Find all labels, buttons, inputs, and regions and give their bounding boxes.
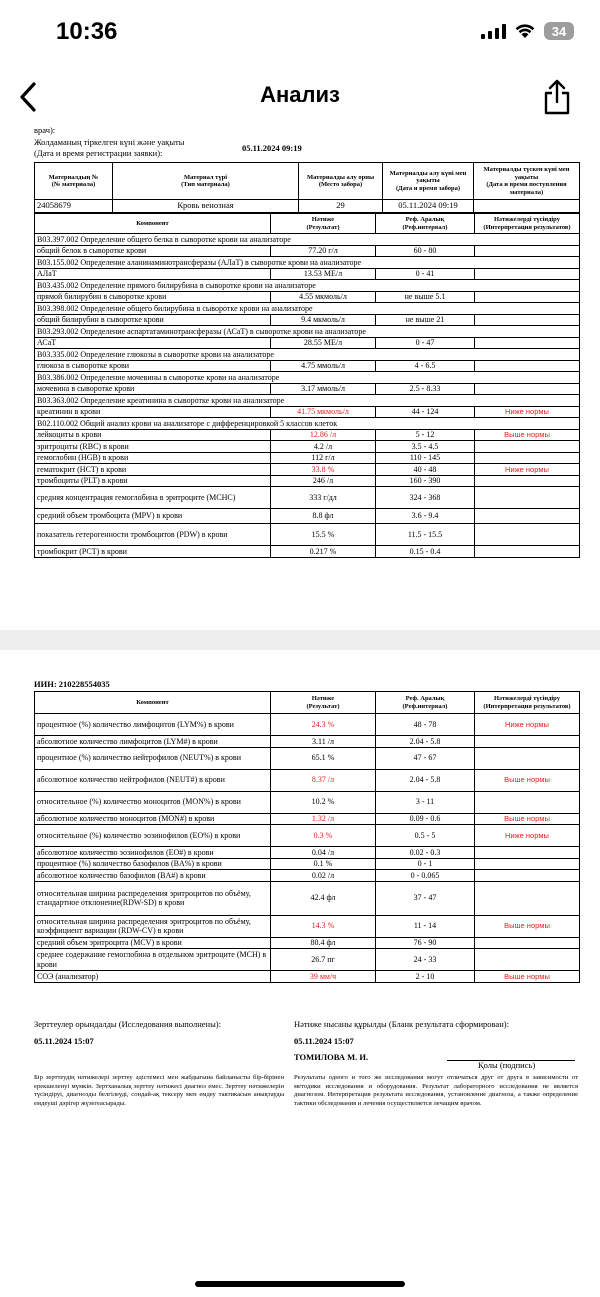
reference-range: 2.5 - 8.33 xyxy=(376,383,475,395)
material-taken-header: Материалды алу күні мен уақыты (Дата и время забора) xyxy=(383,163,474,200)
bottom-safe-area xyxy=(0,1250,600,1297)
home-indicator[interactable] xyxy=(195,1281,405,1287)
result-value: 14.3 % xyxy=(271,915,376,937)
reference-range: 76 - 90 xyxy=(376,937,475,949)
interpretation-note xyxy=(475,475,580,487)
component-name: относительное (%) количество эозинофилов (EO%) в крови xyxy=(35,825,271,847)
iin-label: ИИН: 210228554035 xyxy=(34,679,110,689)
result-row xyxy=(35,813,580,825)
section-title: B03.435.002 Определение прямого билирубина в сыворотке крови на анализаторе xyxy=(35,280,580,292)
reference-range: 324 - 368 xyxy=(376,487,475,509)
formed-date: 05.11.2024 15:07 xyxy=(294,1036,354,1046)
result-row xyxy=(35,858,580,870)
reference-range: 160 - 390 xyxy=(376,475,475,487)
result-value: 80.4 фл xyxy=(271,937,376,949)
registration-date: 05.11.2024 09:19 xyxy=(242,143,302,153)
result-row xyxy=(35,524,580,546)
component-name: абсолютное количество лимфоцитов (LYM#) в крови xyxy=(35,736,271,748)
section-row xyxy=(35,280,580,292)
result-value: 1.32 /л xyxy=(271,813,376,825)
interpretation-note xyxy=(475,291,580,303)
interpretation-note xyxy=(475,441,580,453)
interpretation-note: Ниже нормы xyxy=(475,406,580,418)
component-name: абсолютное количество базофилов (BA#) в крови xyxy=(35,870,271,882)
material-number: 24058679 xyxy=(35,200,113,213)
component-name: абсолютное количество нейтрофилов (NEUT#) в крови xyxy=(35,769,271,791)
reference-range: 60 - 80 xyxy=(376,245,475,257)
done-label: Зерттеулер орындалды (Исследования выполнены): xyxy=(34,1019,221,1029)
reference-range: 0.09 - 0.6 xyxy=(376,813,475,825)
component-header: Компонент xyxy=(35,214,271,234)
component-name: общий белок в сыворотке крови xyxy=(35,245,271,257)
section-title: B03.155.002 Определение аланинаминотрансферазы (АЛаТ) в сыворотке крови на анализаторе xyxy=(35,257,580,269)
share-icon[interactable] xyxy=(542,78,572,116)
material-taken: 05.11.2024 09:19 xyxy=(383,200,474,213)
reference-range: 48 - 78 xyxy=(376,714,475,736)
result-value: 9.4 мкмоль/л xyxy=(271,314,376,326)
reference-range: 2.04 - 5.8 xyxy=(376,769,475,791)
section-row xyxy=(35,395,580,407)
reference-range: не выше 21 xyxy=(376,314,475,326)
document-page-1 xyxy=(0,125,600,630)
component-name: креатинин в крови xyxy=(35,406,271,418)
status-time: 10:36 xyxy=(56,18,118,45)
component-name: глюкоза в сыворотке крови xyxy=(35,360,271,372)
component-name: относительная ширина распределения эритроцитов по объёму, стандартное отклонение(RDW-SD) в крови xyxy=(35,881,271,915)
interp-header: Нәтижелерді түсіндіру (Интерпретация результатов) xyxy=(475,692,580,714)
result-row xyxy=(35,245,580,257)
result-row xyxy=(35,337,580,349)
result-value: 4.2 /л xyxy=(271,441,376,453)
component-name: СОЭ (анализатор) xyxy=(35,971,271,983)
section-title: B03.363.002 Определение креатинина в сыворотке крови на анализаторе xyxy=(35,395,580,407)
result-header: Нәтиже (Результат) xyxy=(271,214,376,234)
reference-range: 0 - 0.065 xyxy=(376,870,475,882)
result-value: 13.53 МЕ/л xyxy=(271,268,376,280)
interpretation-note xyxy=(475,268,580,280)
interpretation-note xyxy=(475,847,580,859)
reference-range: 2.04 - 5.8 xyxy=(376,736,475,748)
result-row xyxy=(35,429,580,441)
result-row xyxy=(35,509,580,524)
result-row xyxy=(35,747,580,769)
interpretation-note xyxy=(475,870,580,882)
result-value: 33.8 % xyxy=(271,464,376,476)
registration-label-kz: Жолдаманың тіркелген күні және уақыты xyxy=(34,137,185,147)
interpretation-note xyxy=(475,383,580,395)
result-value: 26.7 пг xyxy=(271,949,376,971)
interpretation-note xyxy=(475,858,580,870)
reference-range: 47 - 67 xyxy=(376,747,475,769)
section-title: B03.386.002 Определение мочевины в сыворотке крови на анализаторе xyxy=(35,372,580,384)
result-value: 15.5 % xyxy=(271,524,376,546)
result-value: 8.8 фл xyxy=(271,509,376,524)
result-value: 28.55 МЕ/л xyxy=(271,337,376,349)
results-header-row xyxy=(35,214,580,234)
section-title: B02.110.002 Общий анализ крови на анализаторе с дифференцировкой 5 классов клеток xyxy=(35,418,580,430)
result-row xyxy=(35,314,580,326)
interpretation-note xyxy=(475,314,580,326)
component-name: гемоглобин (HGB) в крови xyxy=(35,452,271,464)
result-value: 3.17 ммоль/л xyxy=(271,383,376,395)
reference-range: 2 - 10 xyxy=(376,971,475,983)
result-row xyxy=(35,949,580,971)
result-value: 8.37 /л xyxy=(271,769,376,791)
page-title: Анализ xyxy=(260,82,340,107)
reference-range: не выше 5.1 xyxy=(376,291,475,303)
component-name: процентное (%) количество нейтрофилов (NEUT%) в крови xyxy=(35,747,271,769)
result-value: 112 г/л xyxy=(271,452,376,464)
result-value: 0.02 /л xyxy=(271,870,376,882)
component-name: тромбоциты (PLT) в крови xyxy=(35,475,271,487)
component-name: средняя концентрация гемоглобина в эритроците (MCHC) xyxy=(35,487,271,509)
result-value: 77.20 г/л xyxy=(271,245,376,257)
reference-range: 5 - 12 xyxy=(376,429,475,441)
result-row xyxy=(35,360,580,372)
reference-range: 0.15 - 0.4 xyxy=(376,546,475,558)
registration-label-ru: (Дата и время регистрации заявки): xyxy=(34,148,163,158)
section-title: B03.293.002 Определение аспартатаминотрансферазы (АСаТ) в сыворотке крови на анализаторе xyxy=(35,326,580,338)
result-row xyxy=(35,546,580,558)
result-value: 4.55 мкмоль/л xyxy=(271,291,376,303)
interpretation-note xyxy=(475,509,580,524)
reference-range: 4 - 6.5 xyxy=(376,360,475,372)
component-name: абсолютное количество моноцитов (MON#) в крови xyxy=(35,813,271,825)
result-value: 0.1 % xyxy=(271,858,376,870)
interpretation-note xyxy=(475,546,580,558)
result-row xyxy=(35,791,580,813)
interpretation-note xyxy=(475,791,580,813)
result-value: 65.1 % xyxy=(271,747,376,769)
doctor-name: ТОМИЛОВА М. И. xyxy=(294,1052,369,1062)
result-value: 39 мм/ч xyxy=(271,971,376,983)
interpretation-note xyxy=(475,747,580,769)
wifi-icon xyxy=(514,23,536,39)
section-title: B03.398.002 Определение общего билирубина в сыворотке крови на анализаторе xyxy=(35,303,580,315)
section-row xyxy=(35,418,580,430)
component-name: лейкоциты в крови xyxy=(35,429,271,441)
header-cut-text: врач): xyxy=(34,125,56,135)
component-name: показатель гетерогенности тромбоцитов (PDW) в крови xyxy=(35,524,271,546)
component-header: Компонент xyxy=(35,692,271,714)
done-date: 05.11.2024 15:07 xyxy=(34,1036,94,1046)
component-name: прямой билирубин в сыворотке крови xyxy=(35,291,271,303)
interpretation-note: Выше нормы xyxy=(475,971,580,983)
results-body-2 xyxy=(35,714,580,983)
reference-range: 24 - 33 xyxy=(376,949,475,971)
document-page-2 xyxy=(0,650,600,1250)
material-number-header: Материалдың № (№ материала) xyxy=(35,163,113,200)
result-row xyxy=(35,769,580,791)
reference-range: 11.5 - 15.5 xyxy=(376,524,475,546)
material-header-row xyxy=(35,163,580,200)
interpretation-note xyxy=(475,736,580,748)
result-row xyxy=(35,971,580,983)
result-row xyxy=(35,487,580,509)
interpretation-note xyxy=(475,337,580,349)
interpretation-note xyxy=(475,937,580,949)
interpretation-note xyxy=(475,524,580,546)
reference-range: 0 - 41 xyxy=(376,268,475,280)
component-name: процентное (%) количество лимфоцитов (LYM%) в крови xyxy=(35,714,271,736)
results-header-row xyxy=(35,692,580,714)
result-row xyxy=(35,714,580,736)
result-row xyxy=(35,383,580,395)
section-title: B03.335.002 Определение глюкозы в сыворотке крови на анализаторе xyxy=(35,349,580,361)
component-name: АЛаТ xyxy=(35,268,271,280)
result-value: 3.11 /л xyxy=(271,736,376,748)
result-value: 0.217 % xyxy=(271,546,376,558)
interpretation-note: Ниже нормы xyxy=(475,825,580,847)
disclaimer-ru: Результаты одного и того же исследования могут отличаться друг от друга в зависимости от методики исследования и оборудования. Результат лабораторного исследования не является диагнозом. Интерпретация результата исследования, установление диагноза, а также определение тактики обследования и лечения осуществляется лечащим врачом. xyxy=(294,1074,578,1107)
section-row xyxy=(35,349,580,361)
result-row xyxy=(35,441,580,453)
interpretation-note: Выше нормы xyxy=(475,429,580,441)
material-place: 29 xyxy=(299,200,383,213)
results-table-2 xyxy=(34,691,580,983)
result-value: 0.3 % xyxy=(271,825,376,847)
component-name: средний объем эритроцита (MCV) в крови xyxy=(35,937,271,949)
interpretation-note: Выше нормы xyxy=(475,813,580,825)
ref-header: Реф. Аралық (Реф.интервал) xyxy=(376,214,475,234)
result-row xyxy=(35,452,580,464)
result-value: 12.86 /л xyxy=(271,429,376,441)
result-row xyxy=(35,464,580,476)
material-type: Кровь венозная xyxy=(113,200,299,213)
reference-range: 0.5 - 5 xyxy=(376,825,475,847)
component-name: относительная ширина распределения эритроцитов по объёму, коэффициент вариации (RDW-CV) в крови xyxy=(35,915,271,937)
component-name: тромбокрит (PCT) в крови xyxy=(35,546,271,558)
component-name: общий билирубин в сыворотке крови xyxy=(35,314,271,326)
result-row xyxy=(35,291,580,303)
interpretation-note xyxy=(475,881,580,915)
result-row xyxy=(35,406,580,418)
component-name: средний объем тромбоцита (MPV) в крови xyxy=(35,509,271,524)
interpretation-note xyxy=(475,245,580,257)
reference-range: 40 - 48 xyxy=(376,464,475,476)
result-row xyxy=(35,736,580,748)
reference-range: 0 - 1 xyxy=(376,858,475,870)
interpretation-note xyxy=(475,452,580,464)
result-row xyxy=(35,847,580,859)
status-bar xyxy=(0,0,600,70)
signature-label: Қолы (подпись) xyxy=(478,1060,536,1070)
interpretation-note: Выше нормы xyxy=(475,769,580,791)
result-value: 4.75 ммоль/л xyxy=(271,360,376,372)
interpretation-note xyxy=(475,360,580,372)
reference-range: 110 - 145 xyxy=(376,452,475,464)
material-row xyxy=(35,200,580,213)
result-row xyxy=(35,825,580,847)
result-value: 0.04 /л xyxy=(271,847,376,859)
result-value: 333 г/дл xyxy=(271,487,376,509)
reference-range: 11 - 14 xyxy=(376,915,475,937)
component-name: абсолютное количество эозинофилов (EO#) в крови xyxy=(35,847,271,859)
component-name: АСаТ xyxy=(35,337,271,349)
formed-label: Нәтиже нысаны құрылды (Бланк результата сформирован): xyxy=(294,1019,509,1029)
result-value: 24.3 % xyxy=(271,714,376,736)
material-received xyxy=(474,200,580,213)
reference-range: 3.6 - 9.4 xyxy=(376,509,475,524)
interpretation-note: Ниже нормы xyxy=(475,714,580,736)
section-row xyxy=(35,303,580,315)
reference-range: 3.5 - 4.5 xyxy=(376,441,475,453)
reference-range: 44 - 124 xyxy=(376,406,475,418)
section-row xyxy=(35,326,580,338)
results-body-1 xyxy=(35,234,580,558)
result-row xyxy=(35,268,580,280)
nav-bar xyxy=(0,70,600,125)
reference-range: 0.02 - 0.3 xyxy=(376,847,475,859)
interp-header: Нәтижелерді түсіндіру (Интерпретация результатов) xyxy=(475,214,580,234)
interpretation-note xyxy=(475,487,580,509)
material-table xyxy=(34,162,580,213)
result-value: 10.2 % xyxy=(271,791,376,813)
result-row xyxy=(35,475,580,487)
result-value: 246 /л xyxy=(271,475,376,487)
component-name: процентное (%) количество базофилов (BA%) в крови xyxy=(35,858,271,870)
component-name: мочевина в сыворотке крови xyxy=(35,383,271,395)
result-row xyxy=(35,870,580,882)
result-row xyxy=(35,915,580,937)
material-type-header: Материал түрі (Тип материала) xyxy=(113,163,299,200)
material-place-header: Материалды алу орны (Место забора) xyxy=(299,163,383,200)
section-row xyxy=(35,372,580,384)
reference-range: 37 - 47 xyxy=(376,881,475,915)
result-value: 41.75 мкмоль/л xyxy=(271,406,376,418)
result-row xyxy=(35,881,580,915)
result-header: Нәтиже (Результат) xyxy=(271,692,376,714)
component-name: среднее содержание гемоглобина в отдельном эритроците (MCH) в крови xyxy=(35,949,271,971)
ref-header: Реф. Аралық (Реф.интервал) xyxy=(376,692,475,714)
reference-range: 0 - 47 xyxy=(376,337,475,349)
result-row xyxy=(35,937,580,949)
disclaimer-kz: Бір зерттеудің нәтижелері зерттеу әдістемесі мен жабдығына байланысты бір-бірінен ерекшеленуі мүмкін. Зертханалық зерттеу нәтижесі диагноз емес. Зерттеу нәтижелерін түсіндіруі, диагнозды белгілеуді, сондай-ақ тексеру мен емдеу тактикасын анықтауды емдеуші дәрігер жүзегеасырады. xyxy=(34,1074,284,1107)
component-name: эритроциты (RBC) в крови xyxy=(35,441,271,453)
results-table-1 xyxy=(34,213,580,558)
component-name: гематокрит (HCT) в крови xyxy=(35,464,271,476)
result-value: 42.4 фл xyxy=(271,881,376,915)
interpretation-note xyxy=(475,949,580,971)
section-row xyxy=(35,234,580,246)
cellular-signal-icon xyxy=(481,23,506,39)
battery-icon: 34 xyxy=(544,22,574,40)
reference-range: 3 - 11 xyxy=(376,791,475,813)
material-received-header: Материалды түскен күні мен уақыты (Дата и время поступления материала) xyxy=(474,163,580,200)
component-name: относительное (%) количество моноцитов (MON%) в крови xyxy=(35,791,271,813)
interpretation-note: Ниже нормы xyxy=(475,464,580,476)
status-icons xyxy=(481,22,574,40)
section-row xyxy=(35,257,580,269)
interpretation-note: Выше нормы xyxy=(475,915,580,937)
section-title: B03.397.002 Определение общего белка в сыворотке крови на анализаторе xyxy=(35,234,580,246)
